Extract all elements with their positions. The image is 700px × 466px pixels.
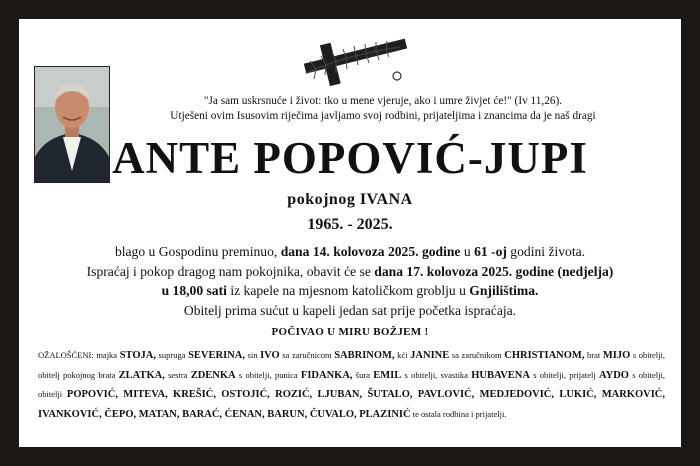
- mourner-name: AYDO: [599, 369, 629, 381]
- cross-with-palm-icon: [296, 29, 416, 87]
- family-names: POPOVIĆ, MITEVA, KREŠIĆ, OSTOJIĆ, ROZIĆ, LJUBAN, ŠUTALO, PAVLOVIĆ, MEDJEDOVIĆ, LUKIĆ, MARKOVIĆ, IVANKOVIĆ, ČEPO, MATAN, BARAĆ, ĆENAN, BARUN, ČUVALO, PLAZINIĆ: [38, 389, 665, 420]
- text-span: sa zaručnikom: [449, 350, 505, 360]
- text-span: OŽALOŠĆENI:: [38, 350, 97, 360]
- cross-icon: [296, 29, 416, 87]
- mourner-name: JANINE: [410, 350, 450, 361]
- intro-line: Utješeni ovim Isusovim riječima javljamo svoj rodbini, prijateljima i znancima da je naš dragi: [170, 110, 596, 122]
- mourner-name: SABRINOM,: [334, 350, 395, 361]
- mourner-name: EMIL: [373, 369, 402, 381]
- text-span: s obitelji, obitelji: [38, 369, 666, 399]
- text-span: iz kapele na mjesnom katoličkom groblju u: [226, 283, 470, 298]
- text-span: s obitelji, svastika: [401, 369, 472, 380]
- rest-in-peace: POČIVAO U MIRU BOŽJEM !: [271, 326, 429, 338]
- text-span: blago u Gospodinu preminuo,: [114, 244, 281, 259]
- text-span: sestra: [164, 369, 191, 380]
- text-span: sin: [244, 350, 261, 360]
- text-span: majka: [96, 350, 120, 360]
- text-span: supruga: [155, 350, 189, 360]
- bible-quote: [115, 94, 651, 124]
- text-span: s obitelji, prijatelj: [529, 369, 599, 380]
- funeral-place: Gnjilištima.: [469, 283, 539, 298]
- funeral-time: u 18,00 sati: [161, 283, 227, 298]
- life-years: 1965. - 2025.: [307, 216, 393, 233]
- mourner-name: CHRISTIANOM,: [504, 350, 585, 361]
- text-span: godini života.: [506, 244, 586, 259]
- funeral-line: [45, 262, 655, 282]
- funeral-details: [45, 242, 655, 320]
- condolence-line: Obitelj prima sućut u kapeli jedan sat prije početka ispraćaja.: [183, 302, 517, 318]
- text-span: brat: [584, 350, 603, 360]
- text-span: kći: [394, 350, 411, 360]
- death-line: [45, 242, 655, 262]
- text-span: s obitelji, punica: [235, 369, 301, 380]
- father-name: pokojnog IVANA: [287, 191, 413, 208]
- funeral-date: dana 17. kolovoza 2025. godine (nedjelja): [374, 263, 614, 279]
- text-span: u: [460, 244, 475, 259]
- deceased-name: ANTE POPOVIĆ-JUPI: [112, 133, 588, 183]
- obituary-notice: [19, 19, 681, 447]
- mourner-name: MIJO: [602, 350, 631, 361]
- text-span: Ispraćaj i pokop dragog nam pokojnika, obavit će se: [86, 263, 375, 279]
- mourner-name: ZDENKA: [190, 369, 236, 381]
- mourner-name: SEVERINA,: [188, 350, 245, 361]
- text-span: sa zaručnicom: [279, 350, 335, 360]
- death-date: dana 14. kolovoza 2025. godine: [280, 244, 461, 259]
- mourner-name: IVO: [260, 350, 280, 361]
- text-span: te ostala rodbina i prijatelji.: [410, 408, 507, 419]
- funeral-place-line: [45, 281, 655, 301]
- mourner-name: HUBAVENA: [471, 369, 530, 381]
- text-span: s obitelji, obitelj pokojnog brata: [38, 350, 665, 380]
- age: 61 -oj: [474, 244, 507, 259]
- quote-line: "Ja sam uskrsnuće i život: tko u mene vjeruje, ako i umre živjet će!" (Iv 11,26).: [203, 95, 563, 107]
- text-span: šura: [352, 369, 374, 380]
- mourner-name: FIDANKA,: [300, 369, 353, 381]
- mourner-name: ZLATKA,: [118, 369, 165, 381]
- mourner-name: STOJA,: [119, 350, 156, 361]
- mourners-list: [38, 346, 665, 424]
